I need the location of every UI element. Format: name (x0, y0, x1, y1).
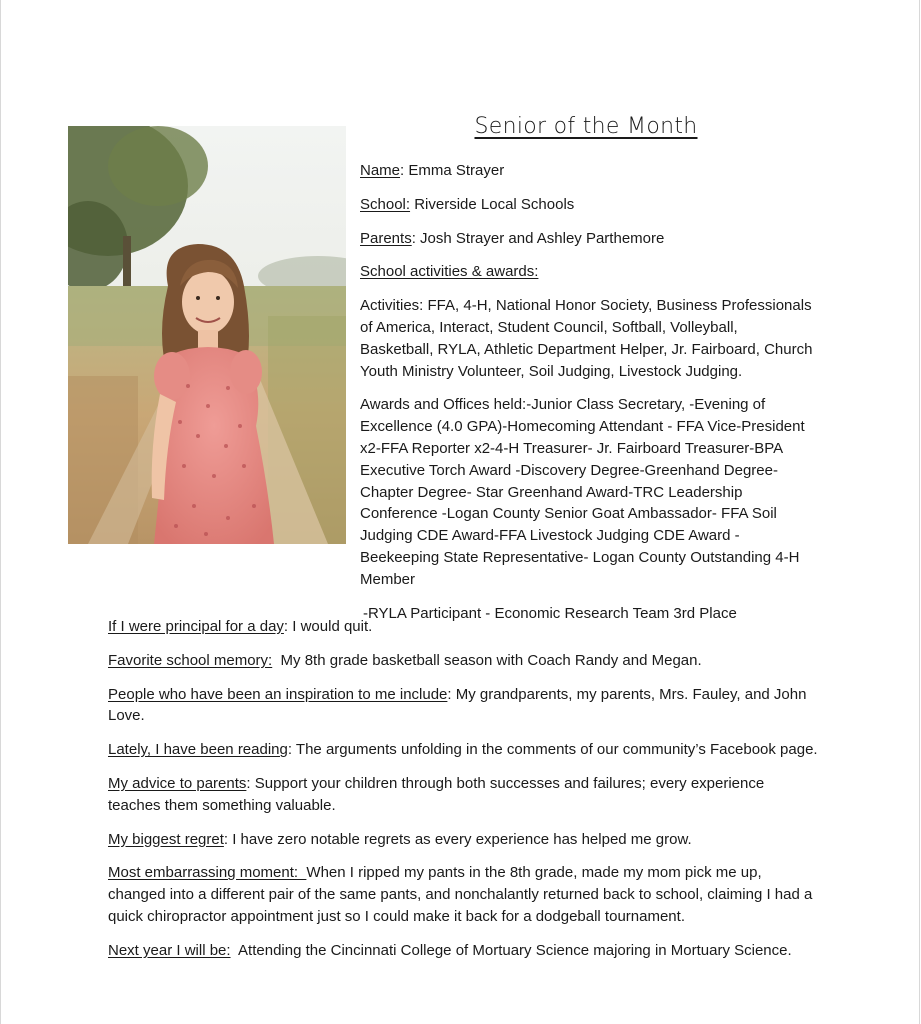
qa-item (108, 616, 820, 638)
school-label: School: (360, 195, 411, 213)
qa-item (108, 773, 820, 817)
qa-item (108, 940, 820, 962)
qa-question: Next year I will be: (108, 941, 231, 959)
school-value: Riverside Local Schools (410, 195, 575, 213)
parents-label: Parents (360, 229, 412, 247)
qa-item (108, 862, 820, 927)
qa-answer: When I ripped my pants in the 8th grade, made my mom pick me up, changed into a different pair of the same pants, and nonchalantly returned back to school, claiming I had a quick chiropractor appointment just so I could make it back for a dodgeball tournament. (108, 864, 813, 925)
qa-question: People who have been an inspiration to me include (108, 685, 448, 703)
name-value: : Emma Strayer (400, 162, 505, 179)
qa-question: Most embarrassing moment: (108, 864, 307, 882)
senior-photo (68, 126, 346, 544)
qa-question: If I were principal for a day (108, 618, 284, 635)
school-line (360, 194, 815, 216)
page-edge-left (0, 0, 1, 1024)
qa-answer: : I have zero notable regrets as every experience has helped me grow. (223, 830, 692, 848)
qa-item (108, 650, 820, 672)
activities-paragraph: Activities: FFA, 4-H, National Honor Society, Business Professionals of America, Interact, Student Council, Softball, Volleyball, Basketball, RYLA, Athletic Department Helper, Jr. Fairboard, Church Youth Ministry Volunteer, Soil Judging, Livestock Judging. (360, 297, 813, 380)
qa-answer: My 8th grade basketball season with Coach Randy and Megan. (272, 651, 702, 669)
page-edge-right (919, 0, 920, 1024)
qa-answer: : The arguments unfolding in the comments of our community’s Facebook page. (287, 741, 818, 759)
page-title: Senior of the Month (474, 114, 698, 139)
name-label: Name (360, 162, 401, 179)
qa-item (108, 829, 820, 851)
name-line (360, 160, 815, 182)
qa-answer: : I would quit. (283, 618, 373, 635)
activities-heading-text: School activities & awards: (360, 263, 539, 281)
qa-question: My biggest regret (108, 830, 224, 848)
parents-value: : Josh Strayer and Ashley Parthemore (411, 229, 665, 247)
qa-answer: Attending the Cincinnati College of Mortuary Science majoring in Mortuary Science. (230, 941, 792, 959)
qa-answer: : Support your children through both successes and failures; every experience teaches them something valuable. (108, 774, 765, 814)
bio-details (360, 160, 815, 636)
qa-section (108, 616, 820, 974)
awards-continued: -RYLA Participant - Economic Research Team 3rd Place (363, 604, 737, 622)
qa-item (108, 739, 820, 761)
parents-line (360, 228, 815, 250)
qa-answer: : My grandparents, my parents, Mrs. Fauley, and John Love. (108, 685, 807, 725)
qa-question: Favorite school memory: (108, 651, 273, 669)
awards-paragraph: Awards and Offices held:-Junior Class Secretary, -Evening of Excellence (4.0 GPA)-Homecoming Attendant - FFA Vice-President x2-FFA Reporter x2-4-H Treasurer- Jr. Fairboard Treasurer-BPA Executive Torch Award -Discovery Degree-Greenhand Degree-Chapter Degree- Star Greenhand Award-TRC Leadership Conference -Logan County Senior Goat Ambassador- FFA Soil Judging CDE Award-FFA Livestock Judging CDE Award - Beekeeping State Representative- Logan County Outstanding 4-H Member (360, 396, 805, 588)
qa-question: Lately, I have been reading (108, 741, 288, 759)
qa-item (108, 684, 820, 728)
activities-heading (360, 261, 815, 283)
qa-question: My advice to parents (108, 774, 247, 792)
